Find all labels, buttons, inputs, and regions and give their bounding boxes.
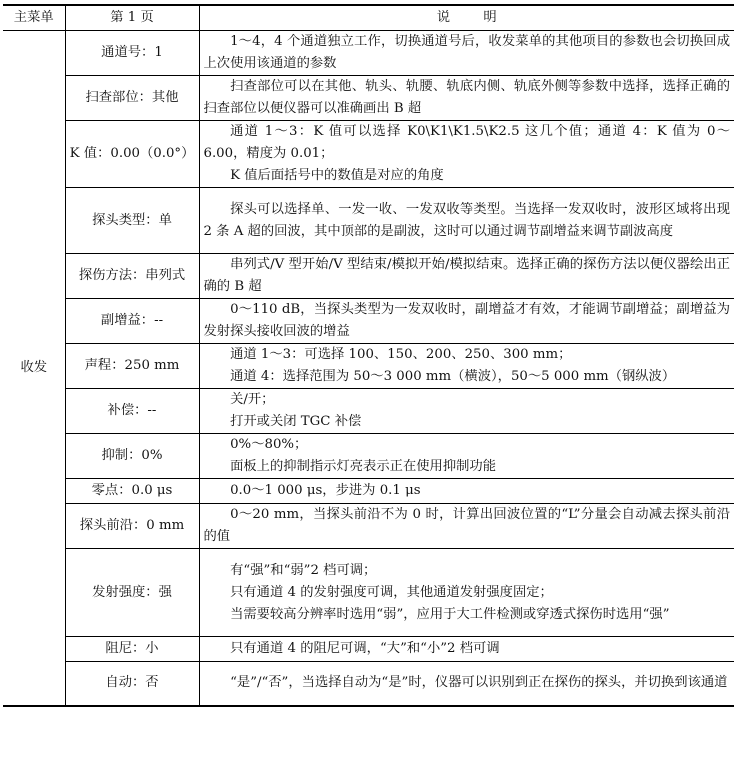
table-row [3,76,734,121]
main-menu-cell: 收发 [3,31,65,706]
description-line: 0～110 dB，当探头类型为一发双收时，副增益才有效，才能调节副增益；副增益为发射探头接收回波的增益 [203,302,730,339]
table-row [3,504,734,549]
description-cell [199,254,734,299]
parameter-cell: 抑制：0% [65,434,199,479]
parameter-cell: 自动：否 [65,662,199,706]
parameter-cell: 声程：250 mm [65,344,199,389]
description-line: 通道 4：选择范围为 50～3 000 mm（横波），50～5 000 mm（钢纵波） [230,369,676,384]
parameter-cell: 探头类型：单 [65,188,199,254]
header-menu: 主菜单 [3,5,65,31]
table-row [3,549,734,637]
description-line: 探头可以选择单、一发一收、一发双收等类型。当选择一发双收时，波形区域将出现 2 条 A 超的回波，其中顶部的是副波，这时可以通过调节副增益来调节副波高度 [203,201,730,239]
menu-description-table [3,4,734,707]
description-cell [199,549,734,637]
description-line: 0～20 mm，当探头前沿不为 0 时，计算出回波位置的“L”分量会自动减去探头前沿的值 [203,507,730,544]
table-row [3,637,734,662]
description-cell [199,344,734,389]
description-cell [199,76,734,121]
parameter-cell: 阻尼：小 [65,637,199,662]
description-line: 只有通道 4 的发射强度可调，其他通道发射强度固定； [230,584,553,600]
description-cell [199,479,734,504]
parameter-cell: 扫查部位：其他 [65,76,199,121]
table-row [3,662,734,706]
parameter-cell: 零点：0.0 μs [65,479,199,504]
table-row [3,344,734,389]
table-row [3,188,734,254]
description-line: “是”/“否”，当选择自动为“是”时，仪器可以识别到正在探伤的探头，并切换到该通道 [230,675,728,691]
parameter-cell: K 值：0.00（0.0°） [65,121,199,188]
description-cell [199,121,734,188]
description-line: 串列式/V 型开始/V 型结束/模拟开始/模拟结束。选择正确的探伤方法以便仪器绘出正确的 B 超 [203,257,730,294]
description-cell [199,299,734,344]
header-row [3,5,734,31]
description-line: 0%～80%； [230,437,308,452]
description-cell [199,31,734,76]
description-line: 打开或关闭 TGC 补偿 [230,414,362,429]
description-line: K 值后面括号中的数值是对应的角度 [230,168,444,183]
header-description: 说 明 [199,5,734,31]
table-row [3,389,734,434]
parameter-cell: 探伤方法：串列式 [65,254,199,299]
description-line: 通道 1～3：可选择 100、150、200、250、300 mm； [230,347,572,362]
table-body [3,31,734,706]
table-row [3,434,734,479]
description-line: 关/开； [230,392,275,407]
description-line: 有“强”和“弱”2 档可调； [230,562,377,578]
description-line: 0.0～1 000 μs，步进为 0.1 μs [230,483,421,498]
description-line: 面板上的抑制指示灯亮表示正在使用抑制功能 [230,459,497,474]
parameter-cell: 补偿：-- [65,389,199,434]
header-page: 第 1 页 [65,5,199,31]
description-cell [199,504,734,549]
description-cell [199,188,734,254]
parameter-cell: 通道号：1 [65,31,199,76]
description-line: 1～4，4 个通道独立工作，切换通道号后，收发菜单的其他项目的参数也会切换回成上次使用该通道的参数 [203,34,730,71]
description-line: 通道 1～3：K 值可以选择 K0\K1\K1.5\K2.5 这几个值；通道 4：K 值为 0～6.00，精度为 0.01； [203,124,730,161]
description-cell [199,434,734,479]
description-line: 只有通道 4 的阻尼可调，“大”和“小”2 档可调 [230,641,500,656]
description-line: 扫查部位可以在其他、轨头、轨腰、轨底内侧、轨底外侧等参数中选择，选择正确的扫查部位以便仪器可以准确画出 B 超 [203,79,730,116]
description-cell [199,662,734,706]
parameter-cell: 发射强度：强 [65,549,199,637]
description-cell [199,389,734,434]
table-row [3,479,734,504]
parameter-cell: 探头前沿：0 mm [65,504,199,549]
parameter-cell: 副增益：-- [65,299,199,344]
description-cell [199,637,734,662]
table-row [3,299,734,344]
description-line: 当需要较高分辨率时选用“弱”，应用于大工件检测或穿透式探伤时选用“强” [230,606,670,622]
table-row [3,254,734,299]
table-row [3,31,734,76]
table-row [3,121,734,188]
